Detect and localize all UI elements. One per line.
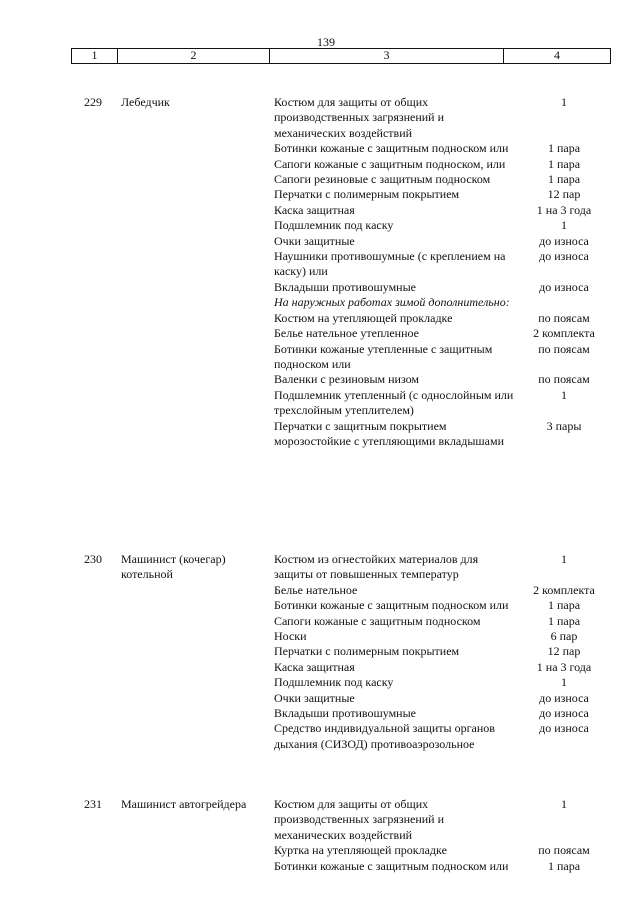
- ppe-item-name: Сапоги кожаные с защитным подноском: [274, 613, 481, 628]
- ppe-item-norm: 6 пар: [550, 629, 578, 644]
- ppe-item-name: Костюм для защиты от общих производственных загрязнений и механических воздействий: [274, 95, 445, 140]
- profession-name: Машинист автогрейдера: [121, 797, 247, 811]
- ppe-item-norm: 1 пара: [547, 613, 581, 628]
- ppe-item-name: Подшлемник утепленный (с однослойным или трехслойным утеплителем): [274, 387, 514, 418]
- ppe-item: [274, 583, 614, 598]
- ppe-item-norm: до износа: [539, 690, 589, 705]
- ppe-item-name: Подшлемник под каску: [274, 675, 394, 690]
- profession-name: Машинист (кочегар) котельной: [121, 552, 226, 582]
- ppe-item-name: Костюм на утепляющей прокладке: [274, 310, 453, 325]
- ppe-item-name: Каска защитная: [274, 202, 355, 217]
- ppe-list: [274, 95, 614, 449]
- ppe-item-norm: до износа: [539, 706, 589, 721]
- column-header-2: 2: [118, 49, 270, 63]
- ppe-item: [274, 552, 614, 583]
- ppe-item: [274, 234, 614, 249]
- row-number: 231: [84, 797, 102, 811]
- ppe-item-name: Перчатки с защитным покрытием морозостойкие с утепляющими вкладышами: [274, 418, 505, 448]
- column-header-3: 3: [270, 49, 504, 63]
- column-header-4: 4: [554, 48, 560, 62]
- ppe-item-name: Ботинки кожаные утепленные с защитным подноском или: [274, 341, 493, 371]
- ppe-item: [274, 157, 614, 172]
- ppe-item-norm: до износа: [539, 249, 589, 264]
- ppe-item-norm: 1 пара: [547, 598, 581, 613]
- ppe-item: [274, 721, 614, 752]
- ppe-item-name: Перчатки с полимерным покрытием: [274, 644, 460, 659]
- ppe-item: [274, 187, 614, 202]
- ppe-item-norm: 1 пара: [547, 141, 581, 156]
- ppe-item-name: Ботинки кожаные с защитным подноском или: [274, 858, 509, 873]
- ppe-item-name: Валенки с резиновым низом: [274, 372, 420, 387]
- ppe-item: [274, 203, 614, 218]
- ppe-item-norm: 1 на 3 года: [536, 659, 592, 674]
- ppe-item-name: Наушники противошумные (с креплением на каску) или: [274, 249, 506, 279]
- ppe-item-norm: 1: [561, 675, 567, 690]
- ppe-item: [274, 598, 614, 613]
- ppe-item-norm: 1: [561, 95, 567, 109]
- ppe-item-norm: до износа: [539, 279, 589, 294]
- ppe-item-norm: по поясам: [538, 341, 590, 356]
- ppe-item: [274, 388, 614, 419]
- ppe-item-name: Куртка на утепляющей прокладке: [274, 843, 447, 858]
- ppe-item: [274, 614, 614, 629]
- ppe-item: [274, 141, 614, 156]
- ppe-item-name: Ботинки кожаные с защитным подноском или: [274, 598, 509, 613]
- ppe-item-name: Сапоги кожаные с защитным подноском, или: [274, 156, 506, 171]
- ppe-item: [274, 95, 614, 141]
- ppe-item-norm: до износа: [539, 721, 589, 736]
- ppe-item-norm: по поясам: [538, 310, 590, 325]
- ppe-item-norm: 3 пары: [546, 418, 582, 433]
- ppe-item-norm: 2 комплекта: [533, 326, 595, 341]
- ppe-item: [274, 218, 614, 233]
- ppe-item-norm: 12 пар: [547, 187, 581, 202]
- ppe-item: [274, 629, 614, 644]
- ppe-list: [274, 552, 614, 752]
- ppe-item: [274, 249, 614, 280]
- ppe-list: [274, 797, 614, 874]
- ppe-item-norm: 2 комплекта: [533, 582, 595, 597]
- page-number: 139: [317, 35, 335, 49]
- ppe-item: [274, 706, 614, 721]
- ppe-item-name: Ботинки кожаные с защитным подноском или: [274, 141, 509, 156]
- ppe-item: [274, 797, 614, 843]
- ppe-item-name: Средство индивидуальной защиты органов дыхания (СИЗОД) противоаэрозольное: [274, 721, 495, 751]
- ppe-subheading: [274, 295, 614, 310]
- ppe-item-name: Вкладыши противошумные: [274, 706, 416, 721]
- ppe-item-norm: 1 пара: [547, 172, 581, 187]
- ppe-item: [274, 280, 614, 295]
- ppe-item: [274, 660, 614, 675]
- ppe-item: [274, 419, 614, 450]
- ppe-item-name: Костюм из огнестойких материалов для защиты от повышенных температур: [274, 552, 479, 582]
- ppe-item-norm: 1: [561, 387, 567, 402]
- ppe-item-norm: 1 на 3 года: [536, 202, 592, 217]
- ppe-item: [274, 326, 614, 341]
- ppe-item: [274, 691, 614, 706]
- ppe-item-name: Носки: [274, 629, 307, 644]
- ppe-item-name: Очки защитные: [274, 690, 355, 705]
- ppe-item-norm: 1: [561, 218, 567, 233]
- ppe-item-name: Подшлемник под каску: [274, 218, 394, 233]
- ppe-item-norm: 1 пара: [547, 858, 581, 873]
- table-column-headers: [71, 48, 611, 64]
- ppe-item: [274, 311, 614, 326]
- ppe-item-norm: 1: [561, 797, 567, 811]
- ppe-item-norm: 1: [561, 552, 567, 566]
- ppe-item: [274, 644, 614, 659]
- column-header-1: 1: [72, 49, 118, 63]
- ppe-item-name: Костюм для защиты от общих производственных загрязнений и механических воздействий: [274, 797, 445, 842]
- ppe-item: [274, 859, 614, 874]
- ppe-item-name: Каска защитная: [274, 659, 355, 674]
- ppe-item-norm: 12 пар: [547, 644, 581, 659]
- ppe-item: [274, 843, 614, 858]
- ppe-item: [274, 172, 614, 187]
- ppe-item-norm: до износа: [539, 233, 589, 248]
- row-number: 229: [84, 95, 102, 109]
- ppe-item-name: Белье нательное: [274, 582, 358, 597]
- ppe-item-norm: по поясам: [538, 372, 590, 387]
- ppe-item-name: Сапоги резиновые с защитным подноском: [274, 172, 491, 187]
- ppe-item-norm: [514, 295, 614, 310]
- profession-name: Лебедчик: [121, 95, 170, 109]
- ppe-item-name: Вкладыши противошумные: [274, 279, 416, 294]
- ppe-item-norm: 1 пара: [547, 156, 581, 171]
- ppe-item: [274, 342, 614, 373]
- winter-note: На наружных работах зимой дополнительно:: [274, 295, 510, 310]
- ppe-item: [274, 372, 614, 387]
- ppe-item-name: Очки защитные: [274, 233, 355, 248]
- ppe-item-norm: по поясам: [538, 843, 590, 858]
- ppe-item-name: Белье нательное утепленное: [274, 326, 419, 341]
- ppe-item-name: Перчатки с полимерным покрытием: [274, 187, 460, 202]
- row-number: 230: [84, 552, 102, 566]
- ppe-item: [274, 675, 614, 690]
